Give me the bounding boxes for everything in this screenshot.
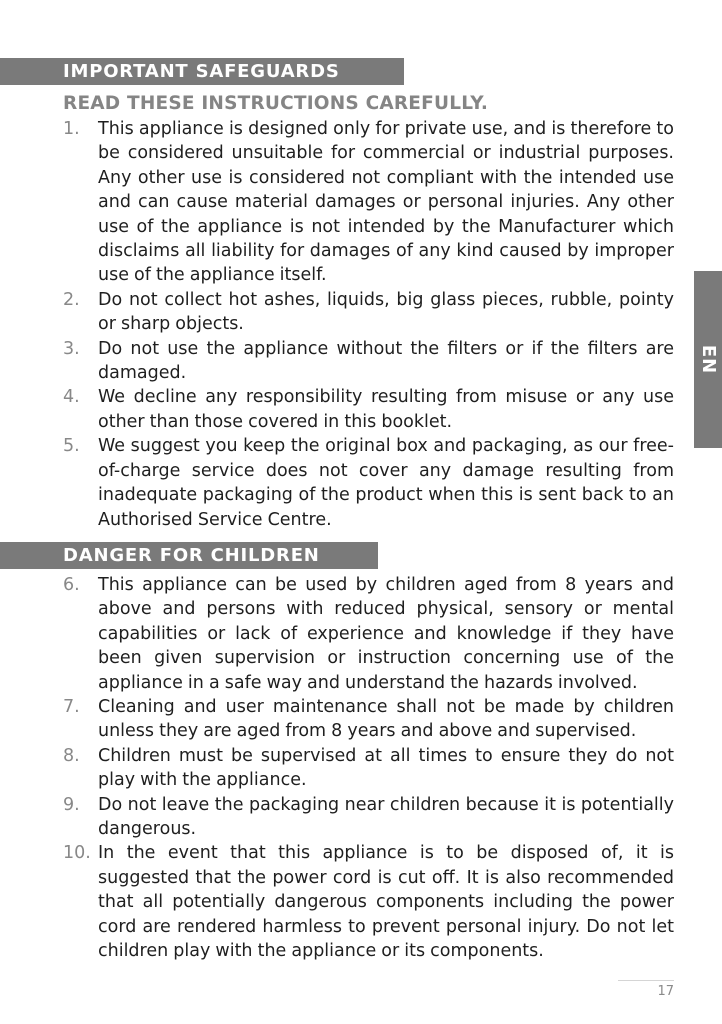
item-number: 8. — [63, 745, 80, 766]
item-number: 4. — [63, 387, 80, 408]
list-item — [0, 288, 722, 337]
item-text: Children must be supervised at all times to ensure they do not play with the appliance. — [98, 745, 674, 791]
item-text: In the event that this appliance is to be disposed of, it is suggested that the power cord is cut off. It is also recommended that all potentially dangerous components including the power cord are rendered harmless to prevent personal injury. Do not let children play with the appliance or its components. — [98, 843, 674, 962]
list-item — [0, 385, 722, 434]
list-item — [0, 337, 722, 386]
list-item — [0, 573, 722, 695]
list-item — [0, 841, 722, 963]
item-text: Do not use the appliance without the filters or if the filters are damaged. — [98, 338, 674, 384]
item-text: Do not leave the packaging near children because it is potentially dangerous. — [98, 794, 674, 840]
item-text: This appliance can be used by children aged from 8 years and above and persons with reduced physical, sensory or mental capabilities or lack of experience and knowledge if they have been given supervision or instruction concerning use of the appliance in a safe way and understand the hazards involved. — [98, 575, 674, 693]
safeguards-list — [0, 117, 722, 532]
section-heading-danger-for-children: DANGER FOR CHILDREN — [0, 542, 378, 569]
item-text: We suggest you keep the original box and packaging, as our free-of-charge service does not cover any damage resulting from inadequate packaging of the product when this is sent back to an Authorised Service Centre. — [98, 436, 674, 530]
page-number: 17 — [657, 984, 674, 999]
footer-divider — [618, 980, 674, 981]
item-number: 9. — [63, 794, 80, 815]
item-text: Do not collect hot ashes, liquids, big glass pieces, rubble, pointy or sharp objects. — [98, 289, 674, 335]
language-tab — [694, 271, 722, 448]
item-text: We decline any responsibility resulting from misuse or any use other than those covered in this booklet. — [98, 387, 674, 432]
section-subheading-read-instructions: READ THESE INSTRUCTIONS CAREFULLY. — [63, 93, 489, 114]
list-item — [0, 695, 722, 744]
item-number: 7. — [63, 697, 80, 718]
item-number: 2. — [63, 289, 80, 310]
item-number: 5. — [63, 436, 80, 457]
list-item — [0, 434, 722, 532]
list-item — [0, 117, 722, 288]
item-number: 1. — [63, 119, 80, 139]
list-item — [0, 793, 722, 842]
item-number: 3. — [63, 338, 80, 359]
item-number: 6. — [63, 575, 80, 595]
section-heading-important-safeguards: IMPORTANT SAFEGUARDS — [0, 58, 404, 85]
language-tab-label: EN — [698, 344, 719, 375]
children-safety-list — [0, 573, 722, 964]
item-text: This appliance is designed only for private use, and is therefore to be considered unsuitable for commercial or industrial purposes. Any other use is considered not compliant with the intended use and can cause material damages or personal injuries. Any other use of the appliance is not intended by the Manufacturer which disclaims all liability for damages of any kind caused by improper use of the appliance itself. — [98, 119, 674, 286]
item-number: 10. — [63, 843, 91, 864]
item-text: Cleaning and user maintenance shall not be made by children unless they are aged from 8 years and above and supervised. — [98, 697, 674, 742]
list-item — [0, 744, 722, 793]
